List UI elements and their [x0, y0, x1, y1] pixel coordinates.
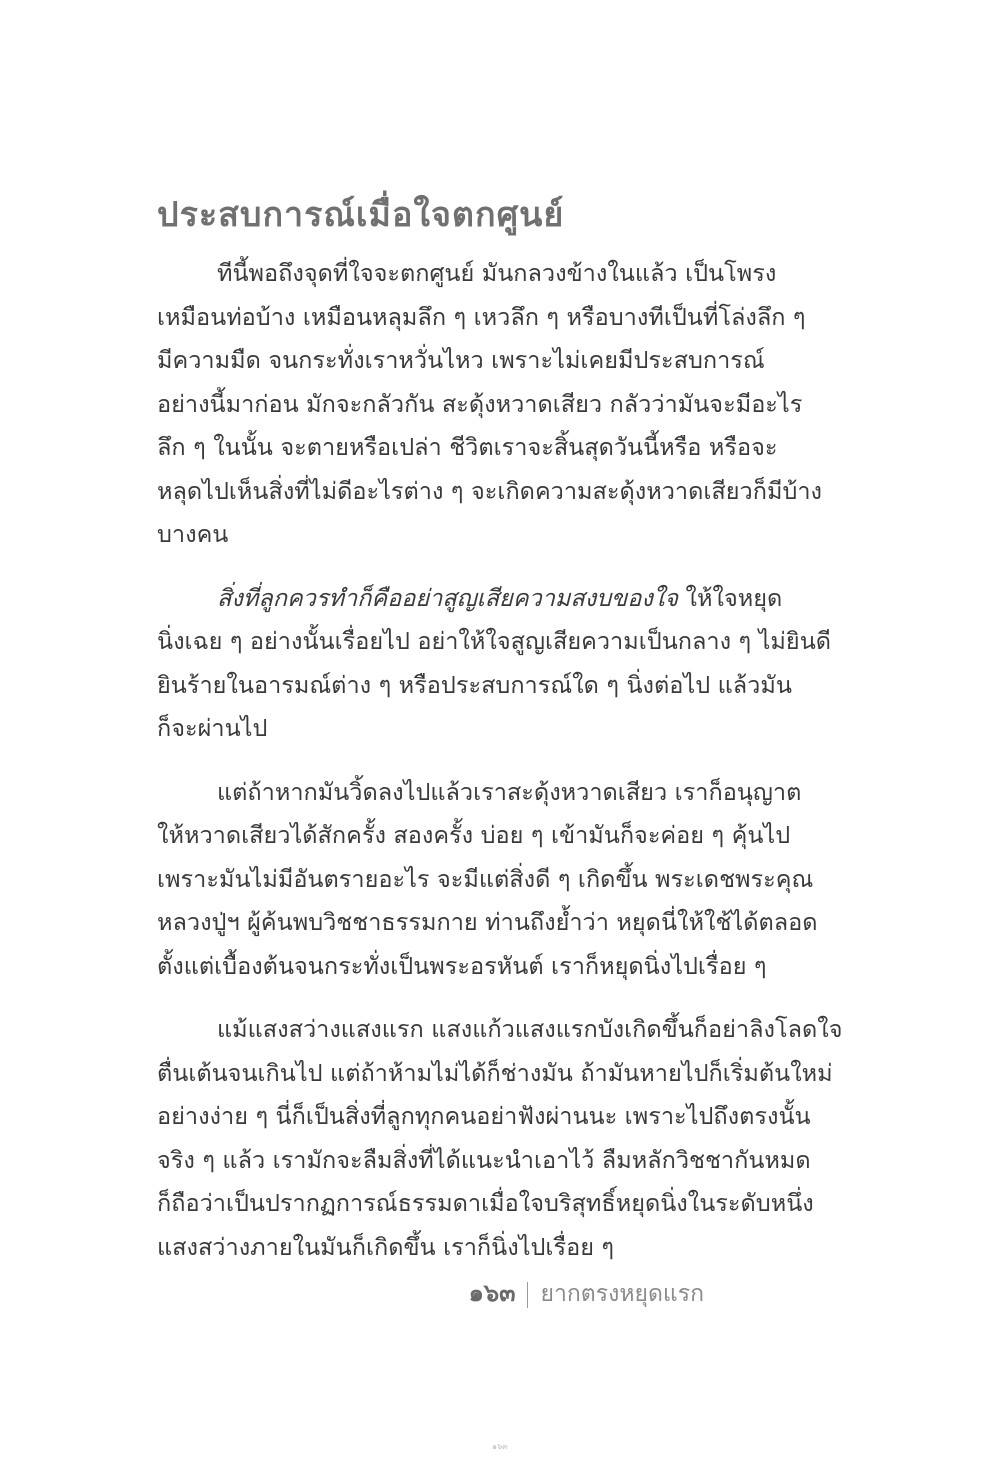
paragraph-3	[157, 771, 857, 989]
text-line: มีความมืด จนกระทั่งเราหวั่นไหว เพราะไม่เคยมีประสบการณ์	[157, 346, 765, 374]
text-line: จริง ๆ แล้ว เรามักจะลืมสิ่งที่ได้แนะนำเอาไว้ ลืมหลักวิชชากันหมด	[157, 1145, 811, 1174]
body-text	[157, 252, 857, 1289]
text-line: บางคน	[157, 520, 229, 548]
footer-mark: ๑๖๓	[492, 1442, 508, 1451]
text-line: ลึก ๆ ในนั้น จะตายหรือเปล่า ชีวิตเราจะสิ้นสุดวันนี้หรือ หรือจะ	[157, 433, 778, 461]
paragraph-2	[157, 577, 857, 751]
text-line: อย่างนี้มาก่อน มักจะกลัวกัน สะดุ้งหวาดเสียว กลัวว่ามันจะมีอะไร	[157, 389, 803, 418]
text-line: หลุดไปเห็นสิ่งที่ไม่ดีอะไรต่าง ๆ จะเกิดความสะดุ้งหวาดเสียวก็มีบ้าง	[157, 476, 823, 505]
text-line: นิ่งเฉย ๆ อย่างนั้นเรื่อยไป อย่าให้ใจสูญเสียความเป็นกลาง ๆ ไม่ยินดี	[157, 627, 832, 655]
section-heading: ประสบการณ์เมื่อใจตกศูนย์	[157, 195, 565, 235]
text-line: แต่ถ้าหากมันวิ้ดลงไปแล้วเราสะดุ้งหวาดเสียว เราก็อนุญาต	[217, 777, 802, 806]
text-line: หลวงปู่ฯ ผู้ค้นพบวิชชาธรรมกาย ท่านถึงย้ำว่า หยุดนี่ให้ใช้ได้ตลอด	[157, 908, 818, 936]
paragraph-1	[157, 252, 857, 557]
text-line: ทีนี้พอถึงจุดที่ใจจะตกศูนย์ มันกลวงข้างในแล้ว เป็นโพรง	[217, 259, 777, 287]
text-line: เพราะมันไม่มีอันตรายอะไร จะมีแต่สิ่งดี ๆ เกิดขึ้น พระเดชพระคุณ	[157, 864, 814, 893]
text-line: ตั้งแต่เบื้องต้นจนกระทั่งเป็นพระอรหันต์ เราก็หยุดนิ่งไปเรื่อย ๆ	[157, 951, 767, 980]
page-footer	[469, 1278, 704, 1309]
text-line: แสงสว่างภายในมันก็เกิดขึ้น เราก็นิ่งไปเรื่อย ๆ	[157, 1232, 615, 1261]
text-line: ยินร้ายในอารมณ์ต่าง ๆ หรือประสบการณ์ใด ๆ นิ่งต่อไป แล้วมัน	[157, 670, 792, 699]
text-line: ให้หวาดเสียวได้สักครั้ง สองครั้ง บ่อย ๆ เข้ามันก็จะค่อย ๆ คุ้นไป	[157, 821, 791, 849]
text-line	[157, 577, 857, 621]
page-number: ๑๖๓	[468, 1279, 516, 1307]
text-fragment: ให้ใจหยุด	[678, 583, 783, 612]
text-line: เหมือนท่อบ้าง เหมือนหลุมลึก ๆ เหวลึก ๆ หรือบางทีเป็นที่โล่งลึก ๆ	[157, 302, 806, 331]
text-line: ก็ถือว่าเป็นปรากฏการณ์ธรรมดาเมื่อใจบริสุทธิ์หยุดนิ่งในระดับหนึ่ง	[157, 1189, 814, 1217]
text-line: แม้แสงสว่างแสงแรก แสงแก้วแสงแรกบังเกิดขึ้นก็อย่าลิงโลดใจ	[217, 1015, 843, 1043]
text-line: อย่างง่าย ๆ นี่ก็เป็นสิ่งที่ลูกทุกคนอย่าฟังผ่านนะ เพราะไปถึงตรงนั้น	[157, 1102, 811, 1130]
book-title: ยากตรงหยุดแรก	[540, 1281, 704, 1307]
text-line: ตื่นเต้นจนเกินไป แต่ถ้าห้ามไม่ได้ก็ช่างมัน ถ้ามันหายไปก็เริ่มต้นใหม่	[157, 1058, 833, 1087]
emphasis-text: สิ่งที่ลูกควรทำก็คืออย่าสูญเสียความสงบของใจ	[217, 583, 679, 612]
text-line: ก็จะผ่านไป	[157, 714, 268, 742]
footer-divider	[527, 1282, 528, 1308]
paragraph-4	[157, 1008, 857, 1269]
